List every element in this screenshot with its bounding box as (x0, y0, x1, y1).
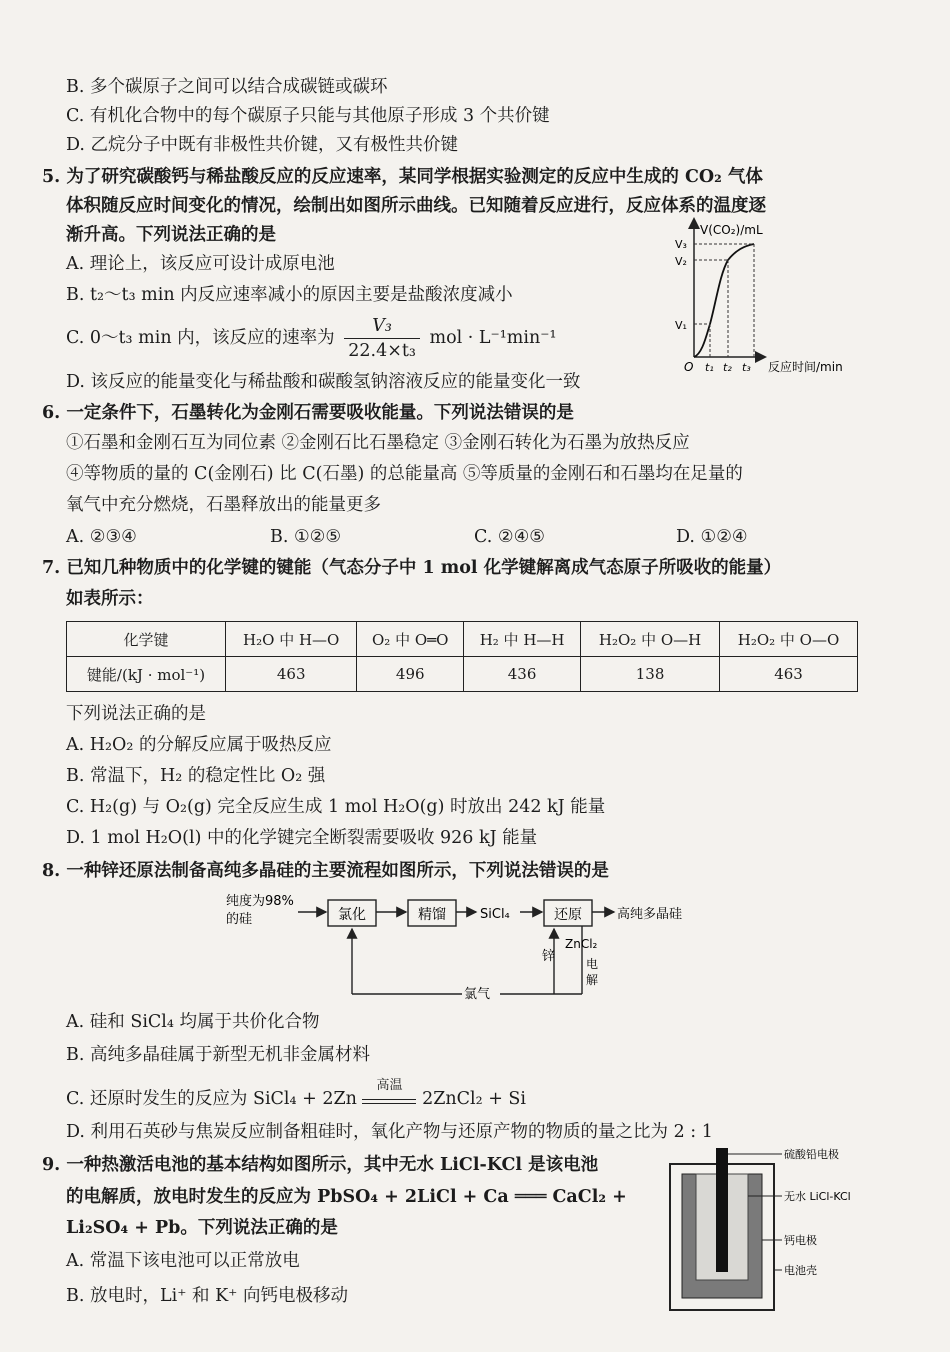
table-header-row (67, 622, 858, 657)
q6-statement-line-3: 氧气中充分燃烧，石墨释放出的能量更多 (66, 495, 381, 515)
q5-stem-2: 体积随反应时间变化的情况，绘制出如图所示曲线。已知随着反应进行，反应体系的温度逐 (66, 196, 766, 216)
q9-label-electrolyte: 无水 LiCl-KCl (784, 1190, 851, 1203)
q5-graph-ytick-v1: V₁ (675, 319, 687, 332)
q8-flow-output-label: 高纯多晶硅 (617, 907, 683, 922)
q6-stem: 6. 一定条件下，石墨转化为金刚石需要吸收能量。下列说法错误的是 (42, 403, 574, 423)
q8-option-c-prefix: C. 还原时发生的反应为 SiCl₄ + 2Zn (66, 1089, 357, 1109)
q5-rate-numerator: V₃ (344, 314, 420, 339)
q5-graph-xtick-t1: t₁ (705, 361, 714, 374)
table-cell: 138 (581, 657, 720, 692)
q9-option-b: B. 放电时，Li⁺ 和 K⁺ 向钙电极移动 (66, 1286, 348, 1306)
q5-stem-1: 5. 为了研究碳酸钙与稀盐酸反应的反应速率，某同学根据实验测定的反应中生成的 CO₂ 气体 (42, 167, 763, 187)
q4-option-d: D. 乙烷分子中既有非极性共价键，又有极性共价键 (66, 135, 459, 155)
q5-graph-xtick-t2: t₂ (723, 361, 732, 374)
q8-flow-electrolysis-char-2: 解 (586, 973, 599, 987)
q5-graph-curve (694, 244, 754, 357)
q5-graph-xlabel: 反应时间/min (768, 360, 843, 374)
q8-stem: 8. 一种锌还原法制备高纯多晶硅的主要流程如图所示，下列说法错误的是 (42, 861, 609, 881)
table-cell: 463 (720, 657, 858, 692)
q8-flow-zncl2-label: ZnCl₂ (565, 937, 598, 951)
table-header-cell: H₂O₂ 中 O—H (581, 622, 720, 657)
q8-flow-chlorination-label: 氯化 (338, 907, 366, 923)
q8-flow-zinc-label: 锌 (542, 949, 556, 964)
q9-battery-diagram (664, 1140, 890, 1315)
q7-prompt: 下列说法正确的是 (66, 704, 206, 724)
table-cell: 436 (464, 657, 581, 692)
q6-option-d: D. ①②④ (676, 527, 748, 547)
q9-stem-2: 的电解质，放电时发生的反应为 PbSO₄ + 2LiCl + Ca ═══ CaCl₂ + (66, 1187, 627, 1207)
q8-flow-input-line-1: 纯度为98% (226, 894, 294, 909)
q5-option-b: B. t₂～t₃ min 内反应速率减小的原因主要是盐酸浓度减小 (66, 285, 513, 305)
q4-option-b: B. 多个碳原子之间可以结合成碳链或碳环 (66, 77, 388, 97)
q5-option-c-prefix: C. 0～t₃ min 内，该反应的速率为 (66, 328, 335, 348)
q7-option-b: B. 常温下，H₂ 的稳定性比 O₂ 强 (66, 766, 326, 786)
q5-graph-ytick-v2: V₂ (675, 255, 687, 268)
q9-lead-sulfate-electrode (716, 1148, 728, 1272)
q6-statement-line-1: ①石墨和金刚石互为同位素 ②金刚石比石墨稳定 ③金刚石转化为石墨为放热反应 (66, 433, 690, 453)
q5-rate-unit: mol · L⁻¹min⁻¹ (429, 328, 557, 348)
table-header-cell: O₂ 中 O═O (357, 622, 464, 657)
q5-volume-time-graph (672, 212, 872, 377)
q8-reaction-condition-label: 高温 (376, 1078, 403, 1093)
q5-stem-3: 渐升高。下列说法正确的是 (66, 225, 276, 245)
table-header-cell: H₂O₂ 中 O—O (720, 622, 858, 657)
q6-option-b: B. ①②⑤ (270, 527, 342, 547)
q9-label-battery-shell: 电池壳 (784, 1264, 817, 1277)
table-header-cell: H₂O 中 H—O (226, 622, 357, 657)
q8-option-a: A. 硅和 SiCl₄ 均属于共价化合物 (66, 1012, 320, 1032)
q9-label-lead-sulfate-electrode: 硫酸铅电极 (784, 1148, 839, 1161)
q5-rate-fraction (344, 314, 420, 363)
q7-option-c: C. H₂(g) 与 O₂(g) 完全反应生成 1 mol H₂O(g) 时放出 242 kJ 能量 (66, 797, 606, 817)
q8-option-b: B. 高纯多晶硅属于新型无机非金属材料 (66, 1045, 370, 1065)
q8-process-flowchart (218, 888, 708, 1000)
q9-stem-3: Li₂SO₄ + Pb。下列说法正确的是 (66, 1218, 338, 1238)
q8-option-c (66, 1078, 527, 1110)
q5-graph-origin: O (684, 360, 694, 374)
q8-flow-input-line-2: 的硅 (226, 912, 253, 927)
q5-option-c (66, 314, 557, 363)
q5-rate-denominator: 22.4×t₃ (348, 341, 416, 361)
q6-option-a: A. ②③④ (66, 527, 137, 547)
q7-option-a: A. H₂O₂ 的分解反应属于吸热反应 (66, 735, 332, 755)
q4-option-c: C. 有机化合物中的每个碳原子只能与其他原子形成 3 个共价键 (66, 106, 550, 126)
q7-stem-2: 如表所示： (66, 589, 154, 609)
q7-stem-1: 7. 已知几种物质中的化学键的键能（气态分子中 1 mol 化学键解离成气态原子所吸收的能量） (42, 558, 782, 578)
q8-flow-reduction-label: 还原 (554, 907, 582, 923)
q9-stem-1: 9. 一种热激活电池的基本结构如图所示，其中无水 LiCl-KCl 是该电池 (42, 1155, 599, 1175)
q5-option-a: A. 理论上，该反应可设计成原电池 (66, 254, 335, 274)
q8-reaction-condition (362, 1078, 416, 1104)
q7-option-d: D. 1 mol H₂O(l) 中的化学键完全断裂需要吸收 926 kJ 能量 (66, 828, 538, 848)
q5-graph-ytick-v3: V₃ (675, 238, 687, 251)
table-header-cell: 化学键 (67, 622, 226, 657)
q9-label-calcium-electrode: 钙电极 (784, 1234, 817, 1247)
q7-bond-energy-table (66, 621, 858, 692)
q5-graph-xtick-t3: t₃ (742, 361, 751, 374)
q5-graph-ylabel: V(CO₂)/mL (700, 223, 763, 237)
q8-flow-chlorine-label: 氯气 (464, 987, 491, 1000)
table-cell: 463 (226, 657, 357, 692)
table-row (67, 657, 858, 692)
q8-option-d: D. 利用石英砂与焦炭反应制备粗硅时，氧化产物与还原产物的物质的量之比为 2 : 1 (66, 1122, 713, 1142)
q5-option-d: D. 该反应的能量变化与稀盐酸和碳酸氢钠溶液反应的能量变化一致 (66, 372, 581, 392)
table-cell: 496 (357, 657, 464, 692)
q9-option-a: A. 常温下该电池可以正常放电 (66, 1251, 300, 1271)
q8-flow-distillation-label: 精馏 (418, 907, 446, 923)
q6-statement-line-2: ④等物质的量的 C(金刚石) 比 C(石墨) 的总能量高 ⑤等质量的金刚石和石墨均在足量的 (66, 464, 743, 484)
q6-option-c: C. ②④⑤ (474, 527, 545, 547)
q8-option-c-suffix: 2ZnCl₂ + Si (422, 1089, 527, 1109)
table-cell: 键能/(kJ · mol⁻¹) (67, 657, 226, 692)
table-header-cell: H₂ 中 H—H (464, 622, 581, 657)
q8-flow-sicl4-label: SiCl₄ (480, 907, 510, 922)
q8-flow-electrolysis-char-1: 电 (586, 957, 599, 971)
